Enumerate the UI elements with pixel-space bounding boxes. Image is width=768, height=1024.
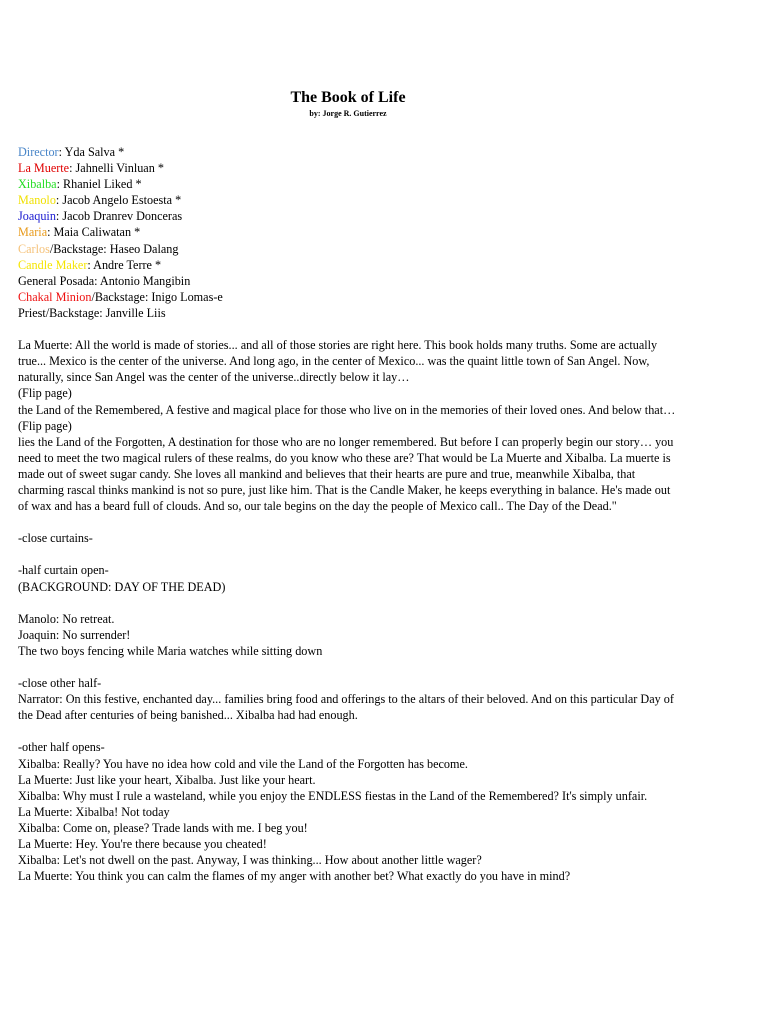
role-name: Xibalba: [18, 177, 57, 192]
stage-direction: (Flip page): [18, 418, 72, 433]
actor-name: Backstage: Inigo Lomas-e: [94, 289, 223, 304]
dialogue-line: Xibalba: Really? You have no idea how cold and vile the Land of the Forgotten has become.: [18, 756, 468, 771]
cast-entry-director: [18, 144, 678, 160]
actor-name: Backstage: Haseo Dalang: [53, 241, 179, 256]
role-separator: :: [47, 225, 54, 240]
dialogue-line: Xibalba: Let's not dwell on the past. Anyway, I was thinking... How about another little wager?: [18, 853, 482, 868]
dialogue-line: La Muerte: You think you can calm the flames of my anger with another bet? What exactly do you have in mind?: [18, 869, 571, 884]
role-name: Maria: [18, 225, 48, 240]
script-body: [18, 337, 678, 884]
role-separator: :: [56, 177, 64, 192]
script-page: [18, 88, 678, 884]
cast-entry-general-posada: General Posada: Antonio Mangibin: [18, 273, 191, 288]
cast-list: [18, 144, 678, 321]
role-name: La Muerte: [18, 161, 70, 176]
actor-name: Yda Salva *: [64, 145, 125, 159]
opening-narration: La Muerte: All the world is made of stories... and all of those stories are right here. This book holds many truths. Some are actually true... Mexico is the center of the universe. And long ago, in the center of Mexico... was the quaint little town of San Angel. Now, naturally, since San Angel was the center of the universe..directly below it lay…: [18, 338, 658, 385]
cast-entry-priest: Priest/Backstage: Janville Liis: [18, 305, 166, 320]
actor-name: Rhaniel Liked *: [63, 177, 142, 192]
actor-name: Andre Terre *: [93, 257, 162, 272]
document-title: The Book of Life: [290, 89, 406, 106]
land-of-forgotten-narration: lies the Land of the Forgotten, A destination for those who are no longer remembered. But before I can properly begin our story… you need to meet the two magical rulers of these realms, do you know who these are? That would be La Muerte and Xibalba. La muerte is made out of sweet sugar candy. She loves all mankind and believes that their hearts are pure and true, meanwhile Xibalba, that charming rascal thinks mankind is not so pure, just like him. That is the Candle Maker, he keeps everything in balance. He's made out of wax and has a beard full of clouds. And so, our tale begins on the day the people of Mexico call.. The Day of the Dead.": [18, 434, 674, 514]
role-name: Manolo: [18, 193, 56, 208]
stage-direction: -close curtains-: [18, 531, 93, 546]
stage-direction: -half curtain open-: [18, 563, 109, 578]
role-name: Candle Maker: [18, 257, 88, 272]
role-name: Director: [18, 145, 59, 159]
role-separator: /: [49, 241, 54, 256]
cast-entry-manolo: [18, 192, 678, 208]
cast-entry-carlos: [18, 241, 678, 257]
dialogue-line: Joaquin: No surrender!: [18, 627, 131, 642]
stage-direction: (Flip page): [18, 386, 72, 401]
role-separator: :: [58, 145, 65, 159]
scene-background: (BACKGROUND: DAY OF THE DEAD): [18, 579, 226, 594]
cast-entry-candle-maker: [18, 257, 678, 273]
dialogue-line: La Muerte: Hey. You're there because you cheated!: [18, 837, 267, 852]
action-line: The two boys fencing while Maria watches while sitting down: [18, 643, 323, 658]
actor-name: Jacob Dranrev Donceras: [62, 209, 183, 224]
cast-entry-chakal-minion: [18, 289, 678, 305]
dialogue-line: Manolo: No retreat.: [18, 611, 115, 626]
stage-direction: -close other half-: [18, 676, 102, 691]
author-byline: by: Jorge R. Gutierrez: [309, 109, 387, 118]
dialogue-line: Xibalba: Why must I rule a wasteland, while you enjoy the ENDLESS fiestas in the Land of the Remembered? It's simply unfair.: [18, 788, 648, 803]
land-of-remembered-narration: the Land of the Remembered, A festive and magical place for those who live on in the memories of their loved ones. And below that…: [18, 402, 676, 417]
role-separator: /: [91, 289, 95, 304]
role-separator: :: [55, 209, 63, 224]
role-name: Chakal Minion: [18, 289, 92, 304]
actor-name: Jahnelli Vinluan *: [75, 161, 164, 176]
cast-entry-la-muerte: [18, 160, 678, 176]
cast-entry-maria: [18, 224, 678, 240]
stage-direction: -other half opens-: [18, 740, 105, 755]
actor-name: Jacob Angelo Estoesta *: [62, 193, 182, 208]
role-separator: :: [69, 161, 76, 176]
role-separator: :: [87, 257, 94, 272]
actor-name: Maia Caliwatan *: [53, 225, 141, 240]
cast-entry-joaquin: [18, 208, 678, 224]
role-name: Carlos: [18, 241, 50, 256]
cast-entry-xibalba: [18, 176, 678, 192]
dialogue-line: Xibalba: Come on, please? Trade lands with me. I beg you!: [18, 820, 308, 835]
narrator-line: Narrator: On this festive, enchanted day... families bring food and offerings to the altars of their beloved. And on this particular Day of the Dead after centuries of being banished... Xibalba had had enough.: [18, 692, 674, 723]
role-separator: :: [55, 193, 63, 208]
dialogue-line: La Muerte: Xibalba! Not today: [18, 804, 170, 819]
role-name: Joaquin: [18, 209, 56, 224]
dialogue-line: La Muerte: Just like your heart, Xibalba. Just like your heart.: [18, 772, 316, 787]
